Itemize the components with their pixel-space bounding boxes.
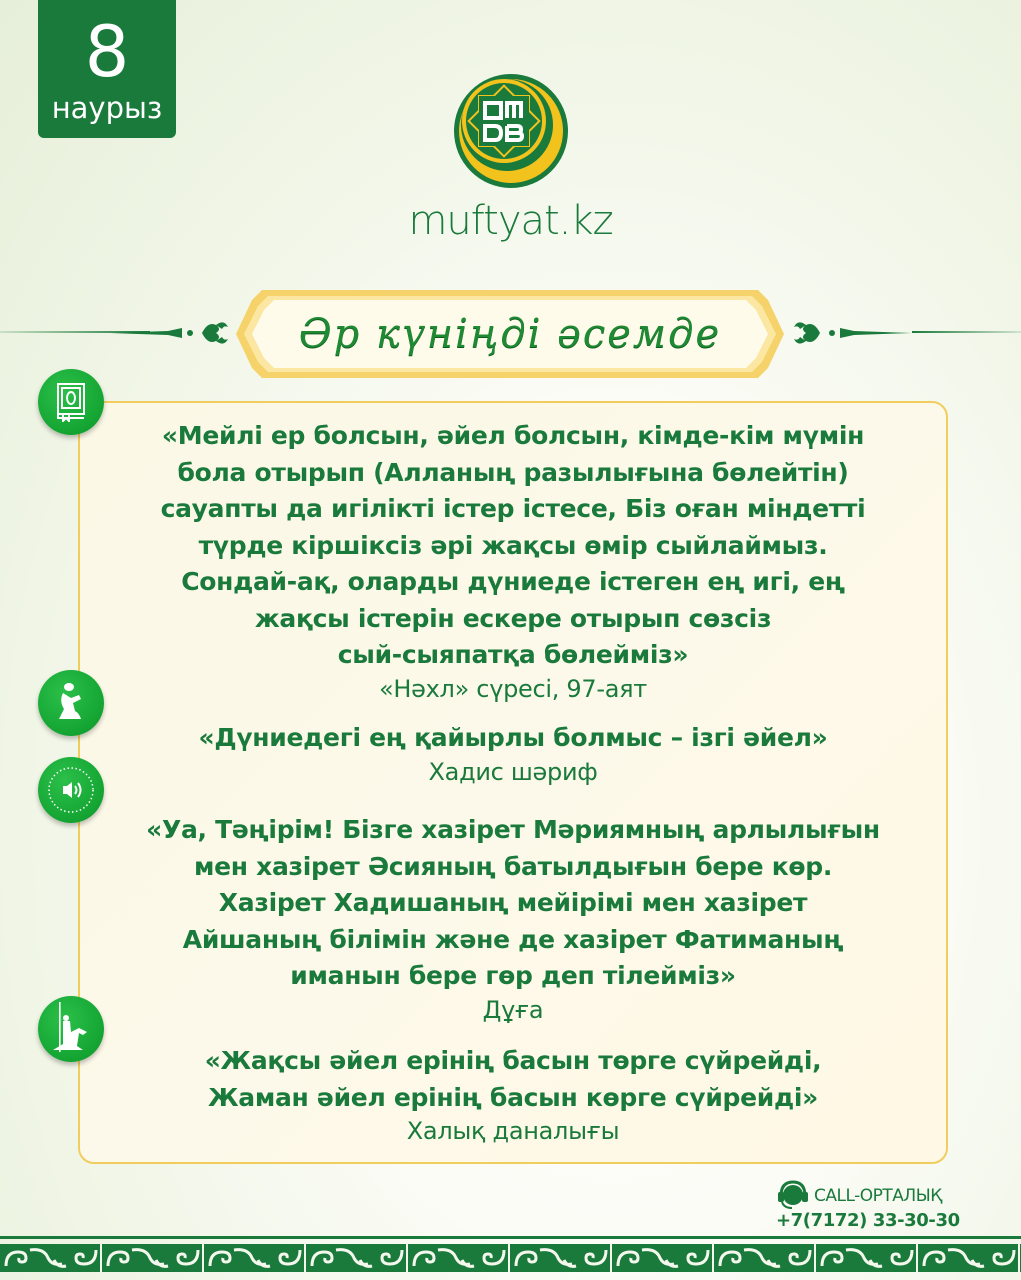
quote-line: «Уа, Тәңірім! Бізге хазірет Мәриямның арлылығын — [146, 815, 880, 844]
speaker-audio-icon — [38, 757, 104, 823]
quote-line: иманын бере гөр деп тілейміз» — [290, 961, 736, 990]
call-center-label: CALL-ОРТАЛЫҚ — [814, 1186, 942, 1206]
title-divider-right — [912, 331, 1021, 333]
quote-line: «Жақсы әйел ерінің басын төрге сүйрейді, — [204, 1046, 822, 1075]
quote-line: сауапты да игілікті істер істесе, Біз оған міндетті — [160, 494, 866, 523]
quote-line: бола отырып (Алланың разылығына бөлейтін) — [177, 457, 849, 487]
quote-source: Халық даналығы — [406, 1117, 620, 1145]
ornament-right-icon — [782, 314, 912, 352]
date-month: наурыз — [51, 91, 163, 125]
quran-book-icon — [38, 369, 104, 435]
date-day: 8 — [84, 11, 130, 93]
quote-line: Сондай-ақ, оларды дүниеде істеген ең игі, ең — [181, 567, 845, 596]
quote-line: Хазірет Хадишаның мейірімі мен хазірет — [218, 888, 808, 917]
ornament-left-icon — [110, 314, 240, 352]
quote-line: «Дүниедегі ең қайырлы болмыс – ізгі әйел» — [198, 723, 828, 752]
quote-source: Хадис шәриф — [428, 757, 598, 786]
quote-source: «Нәхл» сүресі, 97-аят — [379, 674, 647, 703]
qmdb-logo-icon — [452, 72, 570, 190]
quote-line: сый-сыяпатқа бөлейміз» — [337, 640, 689, 669]
praying-person-icon — [38, 670, 104, 736]
quote-line: Жаман әйел ерінің басын көрге сүйрейді» — [207, 1082, 819, 1112]
footer-divider — [0, 1236, 1021, 1239]
quote-line: Айшаның білімін және де хазірет Фатиманың — [182, 924, 844, 954]
headset-icon — [776, 1178, 810, 1210]
quote-line: мен хазірет Әсияның батылдығын бере көр. — [193, 851, 833, 881]
page-title: Әр күніңді әсемде — [298, 311, 722, 357]
quote-block-proverb — [100, 1043, 926, 1146]
horseman-warrior-icon — [38, 996, 104, 1062]
quote-source: Дұға — [482, 995, 544, 1024]
site-name: muftyat.kz — [408, 198, 613, 244]
quote-line: «Мейлі ер болсын, әйел болсын, кімде-кім мүмін — [161, 421, 865, 450]
quote-block-dua — [100, 812, 926, 1025]
quote-block-hadith — [100, 720, 926, 787]
date-badge — [38, 0, 176, 138]
call-center-phone[interactable]: +7(7172) 33-30-30 — [776, 1210, 960, 1231]
quote-line: жақсы істерін ескере отырып сөзсіз — [254, 603, 772, 633]
quote-line: түрде кіршіксіз әрі жақсы өмір сыйлаймыз. — [198, 530, 828, 560]
footer-ornament-icon — [0, 1244, 1021, 1272]
quote-block-ayat — [100, 418, 926, 704]
